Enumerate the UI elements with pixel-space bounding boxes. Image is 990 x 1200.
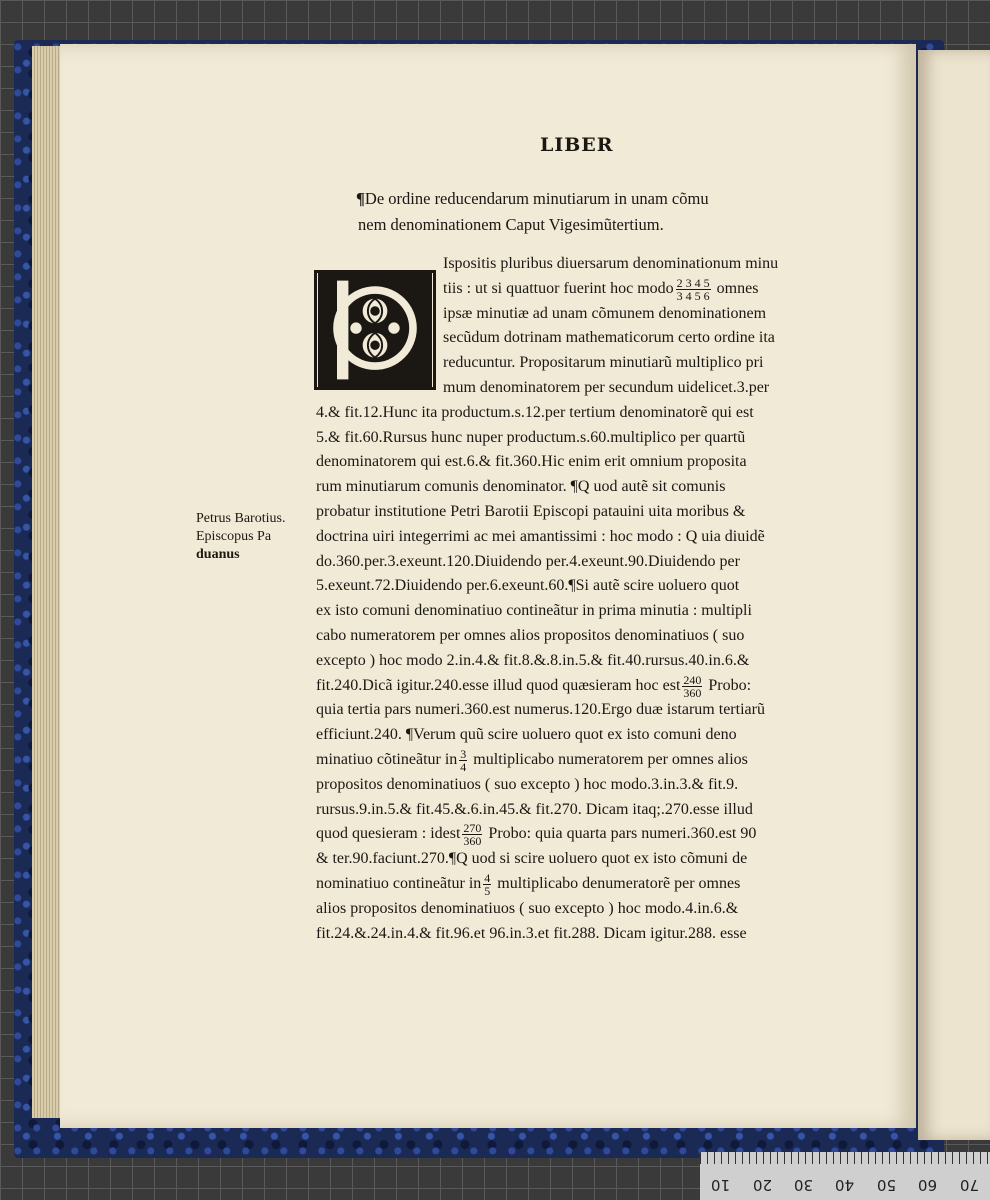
ruler-label: 40 <box>835 1176 855 1194</box>
chapter-title <box>356 186 836 238</box>
marginal-note <box>196 510 314 564</box>
text-line: cabo numeratorem per omnes alios propositos denominatiuos ( suo <box>316 626 745 644</box>
marginal-note-line: duanus <box>196 547 240 562</box>
chapter-title-line-1: ¶De ordine reducendarum minutiarum in unam cõmu <box>356 189 709 208</box>
fraction: $\frac{4}{5}$ <box>484 871 491 897</box>
chapter-mark: ¶ <box>356 189 365 208</box>
text-line: rum minutiarum comunis denominator. ¶Q uod autẽ sit comunis <box>316 478 726 496</box>
ruler-label: 20 <box>752 1176 772 1194</box>
ruler-label: 30 <box>794 1176 814 1194</box>
text-line: secũdum dotrinam mathematicorum certo ordine ita <box>443 329 775 347</box>
chapter-title-line-2: nem denominationem Caput Vigesimũtertium. <box>358 215 664 234</box>
ruler-label: 50 <box>876 1176 896 1194</box>
marginal-note-line: Episcopus Pa <box>196 529 272 544</box>
text-line: tiis : ut si quattuor fuerint hoc modo $\frac{2 3 4 5}{3 4 5 6}$ omnes <box>443 276 759 302</box>
text-line: probatur institutione Petri Barotii Episcopi patauini uita moribus & <box>316 502 746 520</box>
ruler-label: 70 <box>959 1176 979 1194</box>
text-line: doctrina uiri integerrimi ac mei amantissimi : hoc modo : Q uia diuidẽ <box>316 527 765 545</box>
text-line: ex isto comuni denominatiuo contineãtur in prima minutia : multipli <box>316 602 752 620</box>
text-line: ipsæ minutiæ ad unam cõmunem denominationem <box>443 304 767 322</box>
marginal-note-line: Petrus Barotius. <box>196 511 286 526</box>
text-line: 4.& fit.12.Hunc ita productum.s.12.per tertium denominatorẽ qui est <box>316 403 754 421</box>
text-line: mum denominatorem per secundum uidelicet.3.per <box>443 378 770 396</box>
ruler-label: 60 <box>918 1176 938 1194</box>
facing-page <box>918 50 990 1140</box>
text-line: fit.240.Dicã igitur.240.esse illud quod quæsieram hoc est $\frac{240}{360}$ Probo: <box>316 673 752 699</box>
running-head: LIBER <box>540 134 614 156</box>
text-line: quia tertia pars numeri.360.est numerus.120.Ergo duæ istarum tertiarũ <box>316 701 765 719</box>
text-line: minatiuo cõtineãtur in $\frac{3}{4}$ multiplicabo numeratorem per omnes alios <box>316 747 748 773</box>
text-line: quod quesieram : idest $\frac{270}{360}$ Probo: quia quarta pars numeri.360.est 90 <box>316 822 757 848</box>
text-line: do.360.per.3.exeunt.120.Diuidendo per.4.exeunt.90.Diuidendo per <box>316 552 740 570</box>
page-edges <box>32 46 62 1118</box>
body-text <box>316 252 842 946</box>
text-line: 5.& fit.60.Rursus hunc nuper productum.s.60.multiplico per quartũ <box>316 428 746 446</box>
text-line: propositos denominatiuos ( suo excepto ) hoc modo.3.in.3.& fit.9. <box>316 775 739 793</box>
text-line: nominatiuo contineãtur in $\frac{4}{5}$ multiplicabo denumeratorẽ per omnes <box>316 871 741 897</box>
text-line: reducuntur. Propositarum minutiarũ multiplico pri <box>443 354 764 372</box>
text-line: excepto ) hoc modo 2.in.4.& fit.8.&.8.in.5.& fit.40.rursus.40.in.6.& <box>316 651 750 669</box>
text-line: denominatorem qui est.6.& fit.360.Hic enim erit omnium proposita <box>316 453 747 471</box>
fraction: $\frac{240}{360}$ <box>683 673 702 699</box>
text-line: efficiunt.240. ¶Verum quũ scire uoluero quot ex isto comuni deno <box>316 726 737 744</box>
text-line: 5.exeunt.72.Diuidendo per.6.exeunt.60.¶Si autẽ scire uoluero quot <box>316 577 740 595</box>
fraction: $\frac{270}{360}$ <box>463 822 482 848</box>
ruler-label: 10 <box>711 1176 731 1194</box>
text-line: fit.24.&.24.in.4.& fit.96.et 96.in.3.et fit.288. Dicam igitur.288. esse <box>316 924 747 942</box>
ruler-labels <box>700 1170 990 1194</box>
fraction: $\frac{3}{4}$ <box>460 747 467 773</box>
fraction: $\frac{2 3 4 5}{3 4 5 6}$ <box>676 276 710 302</box>
text-line: Ispositis pluribus diuersarum denominationum minu <box>443 255 779 272</box>
text-line: & ter.90.faciunt.270.¶Q uod si scire uoluero quot ex isto cõmuni de <box>316 850 748 868</box>
text-line: rursus.9.in.5.& fit.45.&.6.in.45.& fit.270. Dicam itaq;.270.esse illud <box>316 800 753 818</box>
text-line: alios propositos denominatiuos ( suo excepto ) hoc modo.4.in.6.& <box>316 899 739 917</box>
